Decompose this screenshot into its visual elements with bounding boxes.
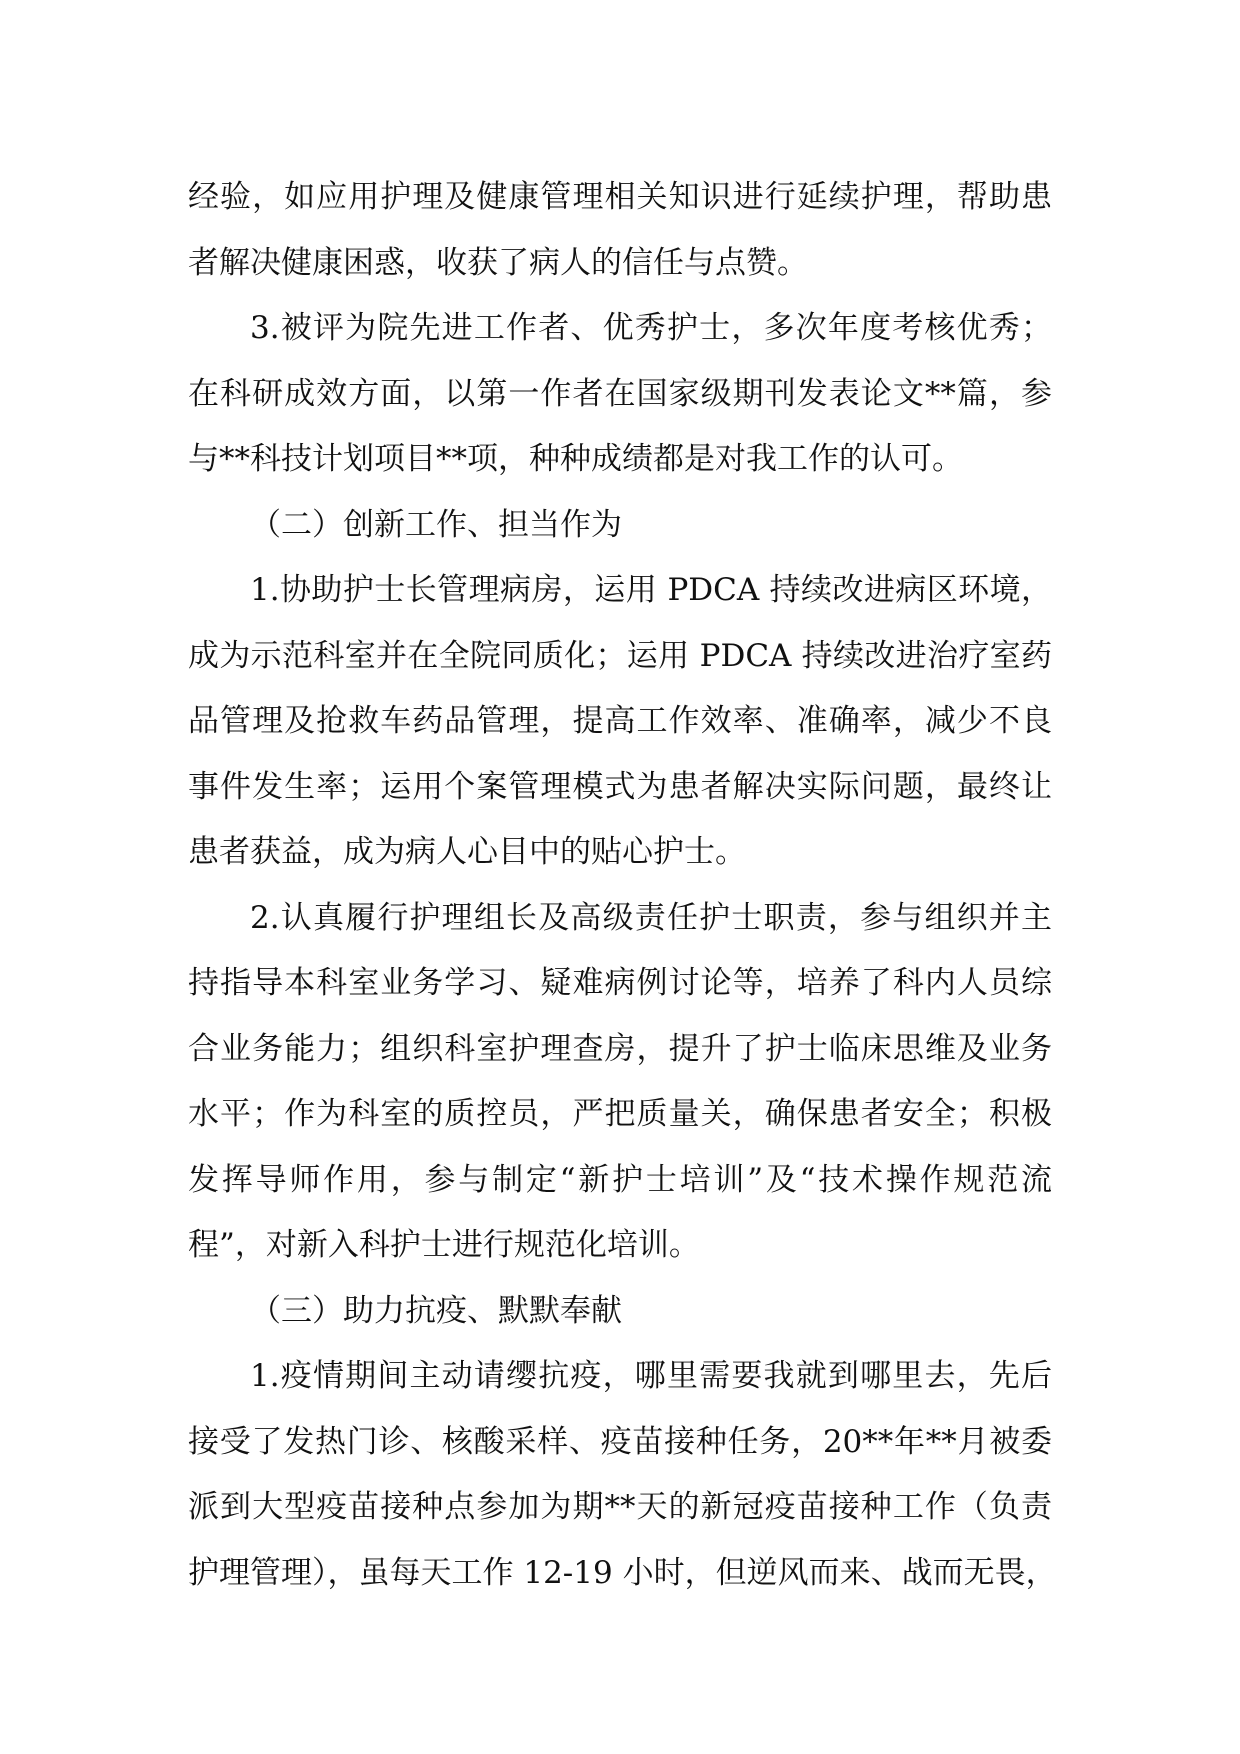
text-line: 程”，对新入科护士进行规范化培训。 [188,1227,700,1263]
text-line: 品管理及抢救车药品管理，提高工作效率、准确率，减少不良 [188,703,1052,739]
text-line: 接受了发热门诊、核酸采样、疫苗接种任务，20**年**月被委 [188,1423,1052,1460]
text-line: 1.疫情期间主动请缨抗疫，哪里需要我就到哪里去，先后 [250,1358,1052,1394]
text-line: 患者获益，成为病人心目中的贴心护士。 [188,834,746,870]
text-line: 发挥导师作用，参与制定“新护士培训”及“技术操作规范流 [188,1161,1052,1198]
text-line: 护理管理），虽每天工作 12-19 小时，但逆风而来、战而无畏， [188,1554,1057,1591]
section-heading: （三）助力抗疫、默默奉献 [250,1292,622,1329]
text-line: 合业务能力；组织科室护理查房，提升了护士临床思维及业务 [188,1030,1052,1067]
text-line: 1.协助护士长管理病房，运用 PDCA 持续改进病区环境， [250,572,1052,608]
text-line: 持指导本科室业务学习、疑难病例讨论等，培养了科内人员综 [188,965,1052,1001]
text-line: 水平；作为科室的质控员，严把质量关，确保患者安全；积极 [188,1096,1052,1132]
text-line: 与**科技计划项目**项，种种成绩都是对我工作的认可。 [188,441,963,477]
section-heading: （二）创新工作、担当作为 [250,506,622,543]
text-line: 经验，如应用护理及健康管理相关知识进行延续护理，帮助患 [188,179,1052,215]
document-body [188,165,1057,1606]
text-line: 者解决健康困惑，收获了病人的信任与点赞。 [188,244,808,281]
text-line: 2.认真履行护理组长及高级责任护士职责，参与组织并主 [250,899,1052,936]
text-line: 事件发生率；运用个案管理模式为患者解决实际问题，最终让 [188,768,1052,805]
text-line: 派到大型疫苗接种点参加为期**天的新冠疫苗接种工作（负责 [188,1489,1052,1525]
text-line: 成为示范科室并在全院同质化；运用 PDCA 持续改进治疗室药 [188,637,1052,674]
text-line: 在科研成效方面，以第一作者在国家级期刊发表论文**篇，参 [188,375,1052,412]
text-line: 3.被评为院先进工作者、优秀护士，多次年度考核优秀； [250,310,1052,346]
